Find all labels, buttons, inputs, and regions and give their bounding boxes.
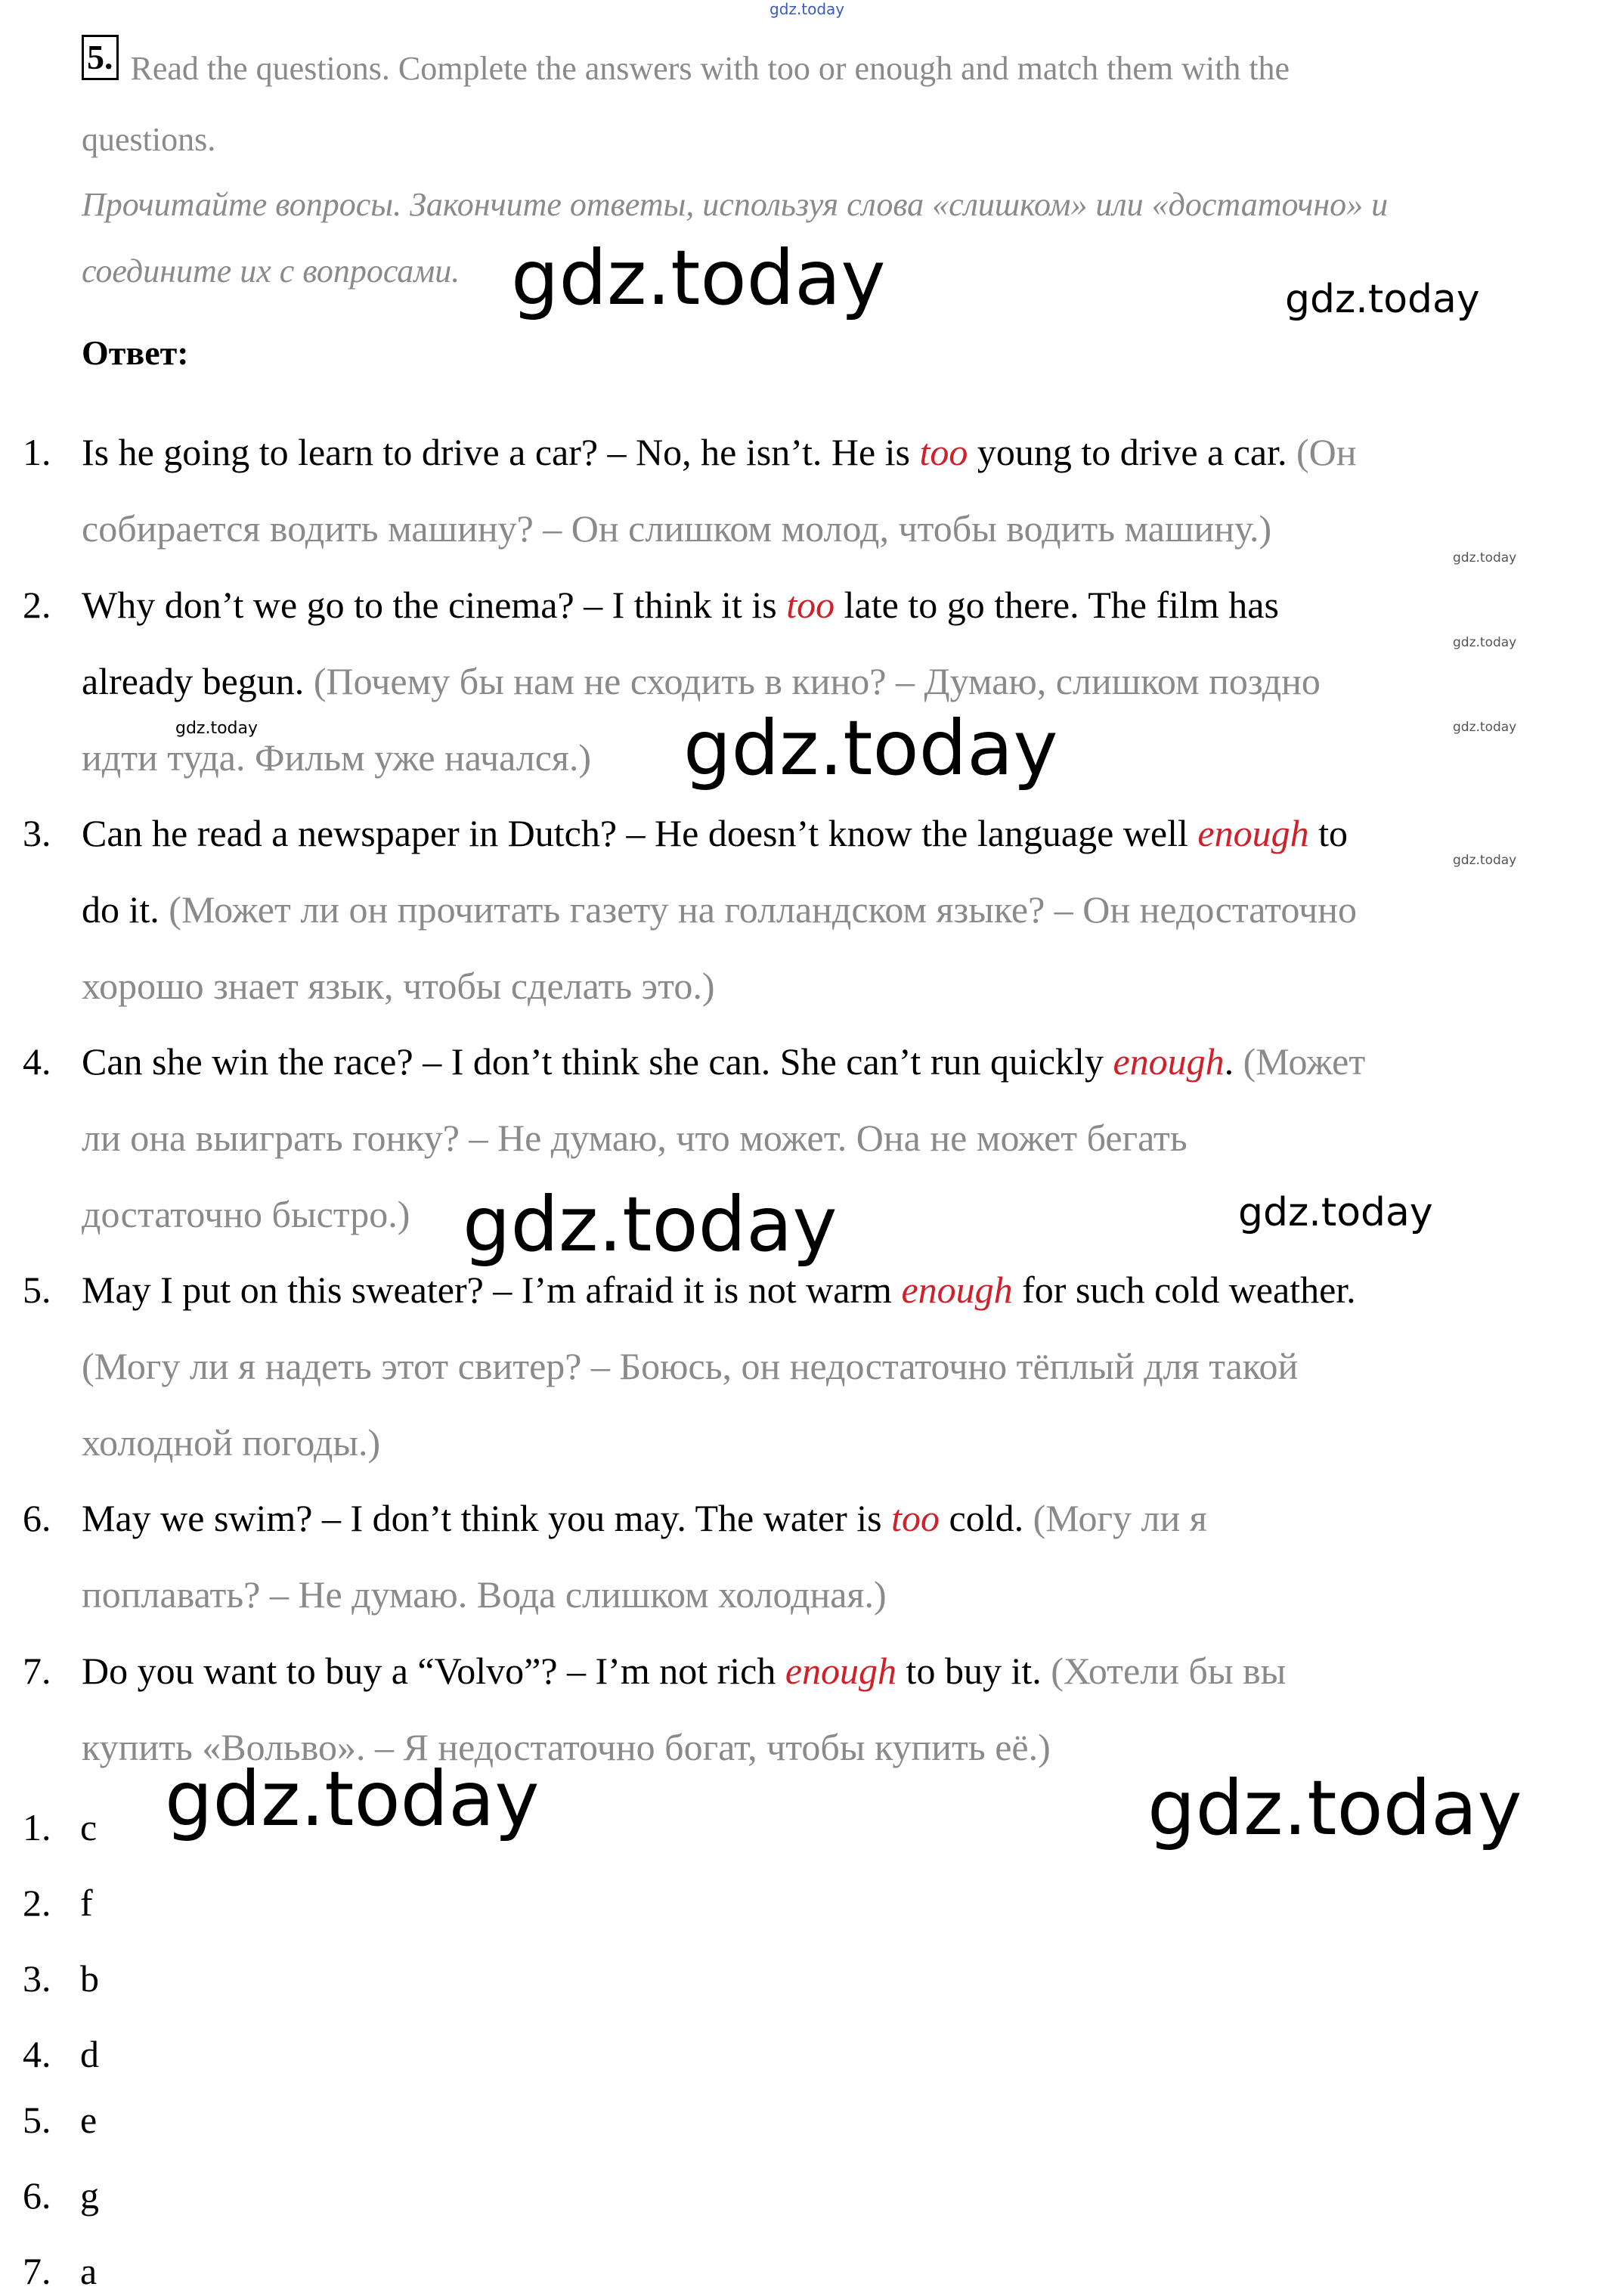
watermark: gdz.today bbox=[1147, 1764, 1522, 1852]
answer-line bbox=[82, 414, 1586, 491]
answer-translation: (Хотели бы вы bbox=[1051, 1650, 1287, 1692]
instruction-ru-line-1: Прочитайте вопросы. Закончите ответы, используя слова «слишком» или «достаточно» и bbox=[82, 186, 1389, 223]
answer-text: May we swim? – I don’t think you may. The water is bbox=[82, 1497, 892, 1539]
watermark: gdz.today bbox=[1238, 1190, 1433, 1235]
match-letter: e bbox=[80, 2099, 98, 2141]
answer-number: 7. bbox=[23, 1650, 51, 1692]
answer-line bbox=[82, 1328, 1586, 1405]
answer-keyword: too bbox=[919, 431, 968, 473]
answer-text: to bbox=[1308, 812, 1348, 854]
answer-translation: (Почему бы нам не сходить в кино? – Думаю, слишком поздно bbox=[313, 660, 1321, 702]
answer-line bbox=[82, 1405, 1586, 1481]
watermark: gdz.today bbox=[1453, 550, 1517, 565]
answer-text: . bbox=[1224, 1040, 1243, 1083]
answer-text: Can he read a newspaper in Dutch? – He doesn’t know the language well bbox=[82, 812, 1198, 854]
answer-text: Can she win the race? – I don’t think she can. She can’t run quickly bbox=[82, 1040, 1113, 1083]
answer-line bbox=[82, 872, 1586, 948]
watermark: gdz.today bbox=[1453, 853, 1517, 868]
answer-translation: холодной погоды.) bbox=[82, 1421, 381, 1464]
answer-text: Why don’t we go to the cinema? – I think it is bbox=[82, 584, 787, 626]
answer-number: 2. bbox=[23, 584, 51, 626]
answer-translation: (Он bbox=[1296, 431, 1357, 473]
answer-text: to buy it. bbox=[896, 1650, 1051, 1692]
instruction-en-line-2: questions. bbox=[82, 121, 216, 158]
match-letter: d bbox=[80, 2033, 99, 2075]
answer-text: already begun. bbox=[82, 660, 314, 702]
answer-keyword: enough bbox=[1197, 812, 1309, 854]
answer-text: cold. bbox=[940, 1497, 1033, 1539]
match-number: 3. bbox=[23, 1957, 51, 2000]
answer-text: Is he going to learn to drive a car? – No, he isn’t. He is bbox=[82, 431, 920, 473]
answer-number: 5. bbox=[23, 1269, 51, 1311]
answer-translation: ли она выиграть гонку? – Не думаю, что может. Она не может бегать bbox=[82, 1117, 1188, 1159]
answer-translation: хорошо знает язык, чтобы сделать это.) bbox=[82, 965, 715, 1007]
watermark: gdz.today bbox=[769, 0, 845, 18]
watermark: gdz.today bbox=[683, 704, 1058, 792]
match-number: 2. bbox=[23, 1882, 51, 1924]
answer-keyword: enough bbox=[901, 1269, 1013, 1311]
instruction-ru-line-2: соедините их с вопросами. bbox=[82, 253, 460, 290]
answer-keyword: too bbox=[786, 584, 835, 626]
answer-translation: (Может bbox=[1243, 1040, 1366, 1083]
match-number: 1. bbox=[23, 1806, 51, 1848]
watermark: gdz.today bbox=[1453, 720, 1517, 735]
match-number: 4. bbox=[23, 2033, 51, 2075]
answer-translation: (Может ли он прочитать газету на голландском языке? – Он недостаточно bbox=[169, 888, 1357, 931]
match-number: 6. bbox=[23, 2174, 51, 2217]
answer-translation: купить «Вольво». – Я недостаточно богат, чтобы купить её.) bbox=[82, 1726, 1051, 1768]
answer-number: 1. bbox=[23, 431, 51, 473]
match-letter: g bbox=[80, 2174, 99, 2217]
answer-text: do it. bbox=[82, 888, 169, 931]
answer-translation: (Могу ли я надеть этот свитер? – Боюсь, он недостаточно тёплый для такой bbox=[82, 1345, 1299, 1387]
answer-line bbox=[82, 1100, 1586, 1176]
answer-text: for such cold weather. bbox=[1012, 1269, 1356, 1311]
match-letter: a bbox=[80, 2250, 98, 2292]
answer-number: 6. bbox=[23, 1497, 51, 1539]
task-number: 5. bbox=[82, 35, 119, 80]
answer-line bbox=[82, 491, 1586, 567]
answer-keyword: enough bbox=[1113, 1040, 1225, 1083]
answer-number: 3. bbox=[23, 812, 51, 854]
answer-text: May I put on this sweater? – I’m afraid it is not warm bbox=[82, 1269, 902, 1311]
answer-line bbox=[82, 1024, 1586, 1100]
answer-line bbox=[82, 567, 1586, 643]
answer-line bbox=[82, 948, 1586, 1024]
match-letter: b bbox=[80, 1957, 99, 2000]
instruction-en-line-1: 5. Read the questions. Complete the answers with too or enough and match them with the bbox=[82, 35, 1290, 110]
answer-number: 4. bbox=[23, 1040, 51, 1083]
answer-translation: поплавать? – Не думаю. Вода слишком холодная.) bbox=[82, 1573, 887, 1616]
match-number: 7. bbox=[23, 2250, 51, 2292]
match-letter: f bbox=[80, 1882, 93, 1924]
watermark: gdz.today bbox=[1285, 277, 1480, 322]
answer-translation: идти туда. Фильм уже начался.) bbox=[82, 736, 592, 779]
match-number: 5. bbox=[23, 2099, 51, 2141]
answer-text: late to go there. The film has bbox=[835, 584, 1279, 626]
answer-keyword: enough bbox=[785, 1650, 897, 1692]
answer-line bbox=[82, 1557, 1586, 1633]
answer-keyword: too bbox=[891, 1497, 940, 1539]
watermark: gdz.today bbox=[463, 1180, 838, 1269]
answer-line bbox=[82, 795, 1586, 872]
answer-translation: достаточно быстро.) bbox=[82, 1193, 410, 1235]
answer-text: Do you want to buy a “Volvo”? – I’m not rich bbox=[82, 1650, 785, 1692]
answer-translation: (Могу ли я bbox=[1033, 1497, 1207, 1539]
answer-heading: Ответ: bbox=[82, 333, 189, 372]
watermark: gdz.today bbox=[1453, 635, 1517, 650]
watermark: gdz.today bbox=[511, 234, 886, 322]
watermark: gdz.today bbox=[175, 719, 259, 738]
watermark: gdz.today bbox=[165, 1755, 540, 1843]
answer-line bbox=[82, 1480, 1586, 1557]
match-letter: c bbox=[80, 1806, 98, 1848]
answer-translation: собирается водить машину? – Он слишком молод, чтобы водить машину.) bbox=[82, 507, 1272, 550]
answer-line bbox=[82, 1633, 1586, 1709]
answer-text: young to drive a car. bbox=[968, 431, 1297, 473]
